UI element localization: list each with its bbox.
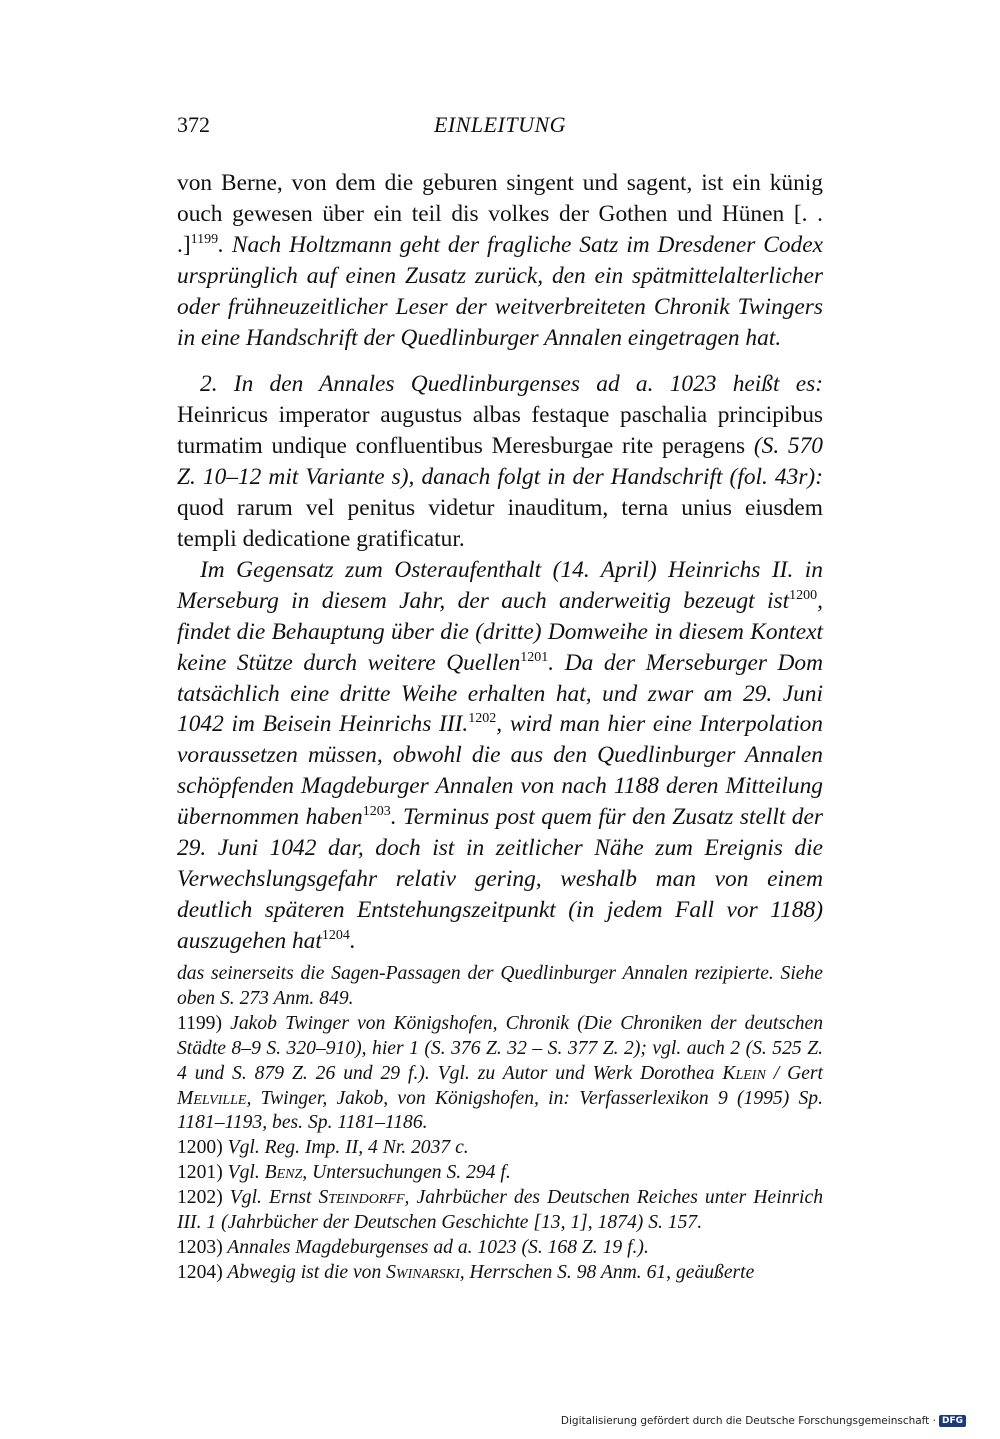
- author-name: Benz: [264, 1162, 303, 1184]
- paragraph-2: [177, 369, 823, 554]
- text-segment: , wird man hier eine Interpolation voraussetzen müssen, obwohl die aus den Quedlinburger Annalen schöpfenden Magdeburger Annalen von nach 1188 deren Mitteilung übernommen haben: [177, 711, 824, 831]
- footnote-number: 1203): [177, 1236, 223, 1258]
- latin-quote-2: quod rarum vel penitus videtur inauditum, terna unius eiusdem templi dedicatione gratificatur.: [177, 495, 823, 552]
- footnote-1200: [177, 1136, 823, 1161]
- intro-text: 2. In den Annales Quedlinburgenses ad a. 1023 heißt es:: [200, 371, 823, 398]
- footnote-1203: [177, 1236, 823, 1261]
- footnote-1202: [177, 1186, 823, 1236]
- footnote-1204: [177, 1261, 823, 1286]
- footnote-number: 1201): [177, 1162, 223, 1184]
- text-segment: . Terminus post quem für den Zusatz stellt der 29. Juni 1042 dar, doch ist in zeitlicher Nähe zum Ereignis die Verwechslungsgefahr relativ gering, weshalb man von einem deutlich späteren Entstehungszeitpunkt (in jedem Fall vor 1188) auszugehen hat: [177, 804, 823, 954]
- page-number: 372: [177, 112, 210, 137]
- footnote-ref-1200[interactable]: 1200: [789, 587, 818, 603]
- dfg-logo-icon: DFG: [939, 1415, 966, 1427]
- footnote-text: Vgl.: [222, 1162, 265, 1184]
- page-header: [177, 112, 823, 146]
- digitization-footer: [561, 1415, 966, 1427]
- paragraph-1: [177, 168, 823, 353]
- digitization-note: Digitalisierung gefördert durch die Deutsche Forschungsgemeinschaft ·: [560, 1415, 936, 1427]
- footnote-text: , Jahrbücher des Deutschen Reiches unter Heinrich III. 1 (Jahrbücher der Deutschen Geschichte [13, 1], 1874) S. 157.: [177, 1187, 823, 1234]
- footnote-number: 1204): [177, 1261, 223, 1283]
- text-segment: , findet die Behauptung über die (dritte) Domweihe in diesem Kontext keine Stütze durch weitere Quellen: [177, 587, 823, 676]
- footnote-ref-1201[interactable]: 1201: [520, 649, 549, 665]
- commentary-text: . Nach Holtzmann geht der fragliche Satz im Dresdener Codex ursprünglich auf einen Zusatz zurück, den ein spätmittelalterlicher oder frühneuzeitlicher Leser der weitverbreiteten Chronik Twingers in eine Handschrift der Quedlinburger Annalen eingetragen hat.: [177, 231, 823, 351]
- footnote-number: 1202): [177, 1187, 223, 1209]
- main-text: [177, 168, 823, 957]
- footnote-ref-1203[interactable]: 1203: [362, 804, 391, 820]
- footnote-text: Abwegig ist die von: [222, 1261, 387, 1283]
- footnote-text: / Gert: [765, 1062, 824, 1084]
- footnote-text: , Untersuchungen S. 294 f.: [302, 1162, 511, 1184]
- text-segment: . Da der Merseburger Dom tatsächlich eine dritte Weihe erhalten hat, und zwar am 29. Juni 1042 im Beisein Heinrichs III.: [177, 649, 824, 738]
- latin-quote: Heinricus imperator augustus albas festaque paschalia principibus turmatim undique confluentibus Meresburgae rite peragens: [177, 402, 823, 460]
- footnote-1201: [177, 1161, 823, 1186]
- quote-text: von Berne, von dem die geburen singent und sagent, ist ein künig ouch gewesen über ein teil dis volkes der Gothen und Hünen [. . .]: [177, 170, 823, 258]
- footnote-ref-1204[interactable]: 1204: [321, 927, 350, 943]
- author-name: Klein: [722, 1062, 766, 1084]
- footnote-number: 1200): [177, 1137, 223, 1159]
- footnotes: [177, 962, 823, 1286]
- reference-text: (S. 570 Z. 10–12 mit Variante s), danach folgt in der Handschrift (fol. 43r):: [177, 433, 823, 491]
- footnote-ref-1202[interactable]: 1202: [468, 711, 497, 727]
- running-title: EINLEITUNG: [433, 112, 567, 137]
- footnote-ref-1199[interactable]: 1199: [190, 231, 219, 247]
- footnote-1199: [177, 1012, 823, 1137]
- text-segment: .: [349, 927, 356, 954]
- footnote-text: , Twinger, Jakob, von Königshofen, in: Verfasserlexikon 9 (1995) Sp. 1181–1193, bes. Sp. 1181–1186.: [177, 1087, 823, 1134]
- footnote-text: Vgl. Ernst: [222, 1187, 319, 1209]
- footnote-text: Vgl. Reg. Imp. II, 4 Nr. 2037 c.: [222, 1137, 469, 1159]
- author-name: Swinarski: [386, 1261, 460, 1283]
- footnote-text: , Herrschen S. 98 Anm. 61, geäußerte: [459, 1261, 755, 1283]
- author-name: Steindorff: [318, 1187, 405, 1209]
- footnote-continuation: das seinerseits die Sagen-Passagen der Quedlinburger Annalen rezipierte. Siehe oben S. 273 Anm. 849.: [177, 963, 823, 1009]
- footnote-text: Jakob Twinger von Königshofen, Chronik (Die Chroniken der deutschen Städte 8–9 S. 320–910), hier 1 (S. 376 Z. 32 – S. 377 Z. 2); vgl. auch 2 (S. 525 Z. 4 und S. 879 Z. 26 und 29 f.). Vgl. zu Autor und Werk Dorothea: [177, 1012, 823, 1084]
- text-segment: Im Gegensatz zum Osteraufenthalt (14. April) Heinrichs II. in Merseburg in diesem Jahr, der auch anderweitig bezeugt ist: [177, 556, 823, 614]
- paragraph-3: [177, 555, 823, 957]
- footnote-text: Annales Magdeburgenses ad a. 1023 (S. 168 Z. 19 f.).: [222, 1236, 649, 1258]
- author-name: Melville: [177, 1087, 247, 1109]
- footnote-number: 1199): [177, 1012, 222, 1034]
